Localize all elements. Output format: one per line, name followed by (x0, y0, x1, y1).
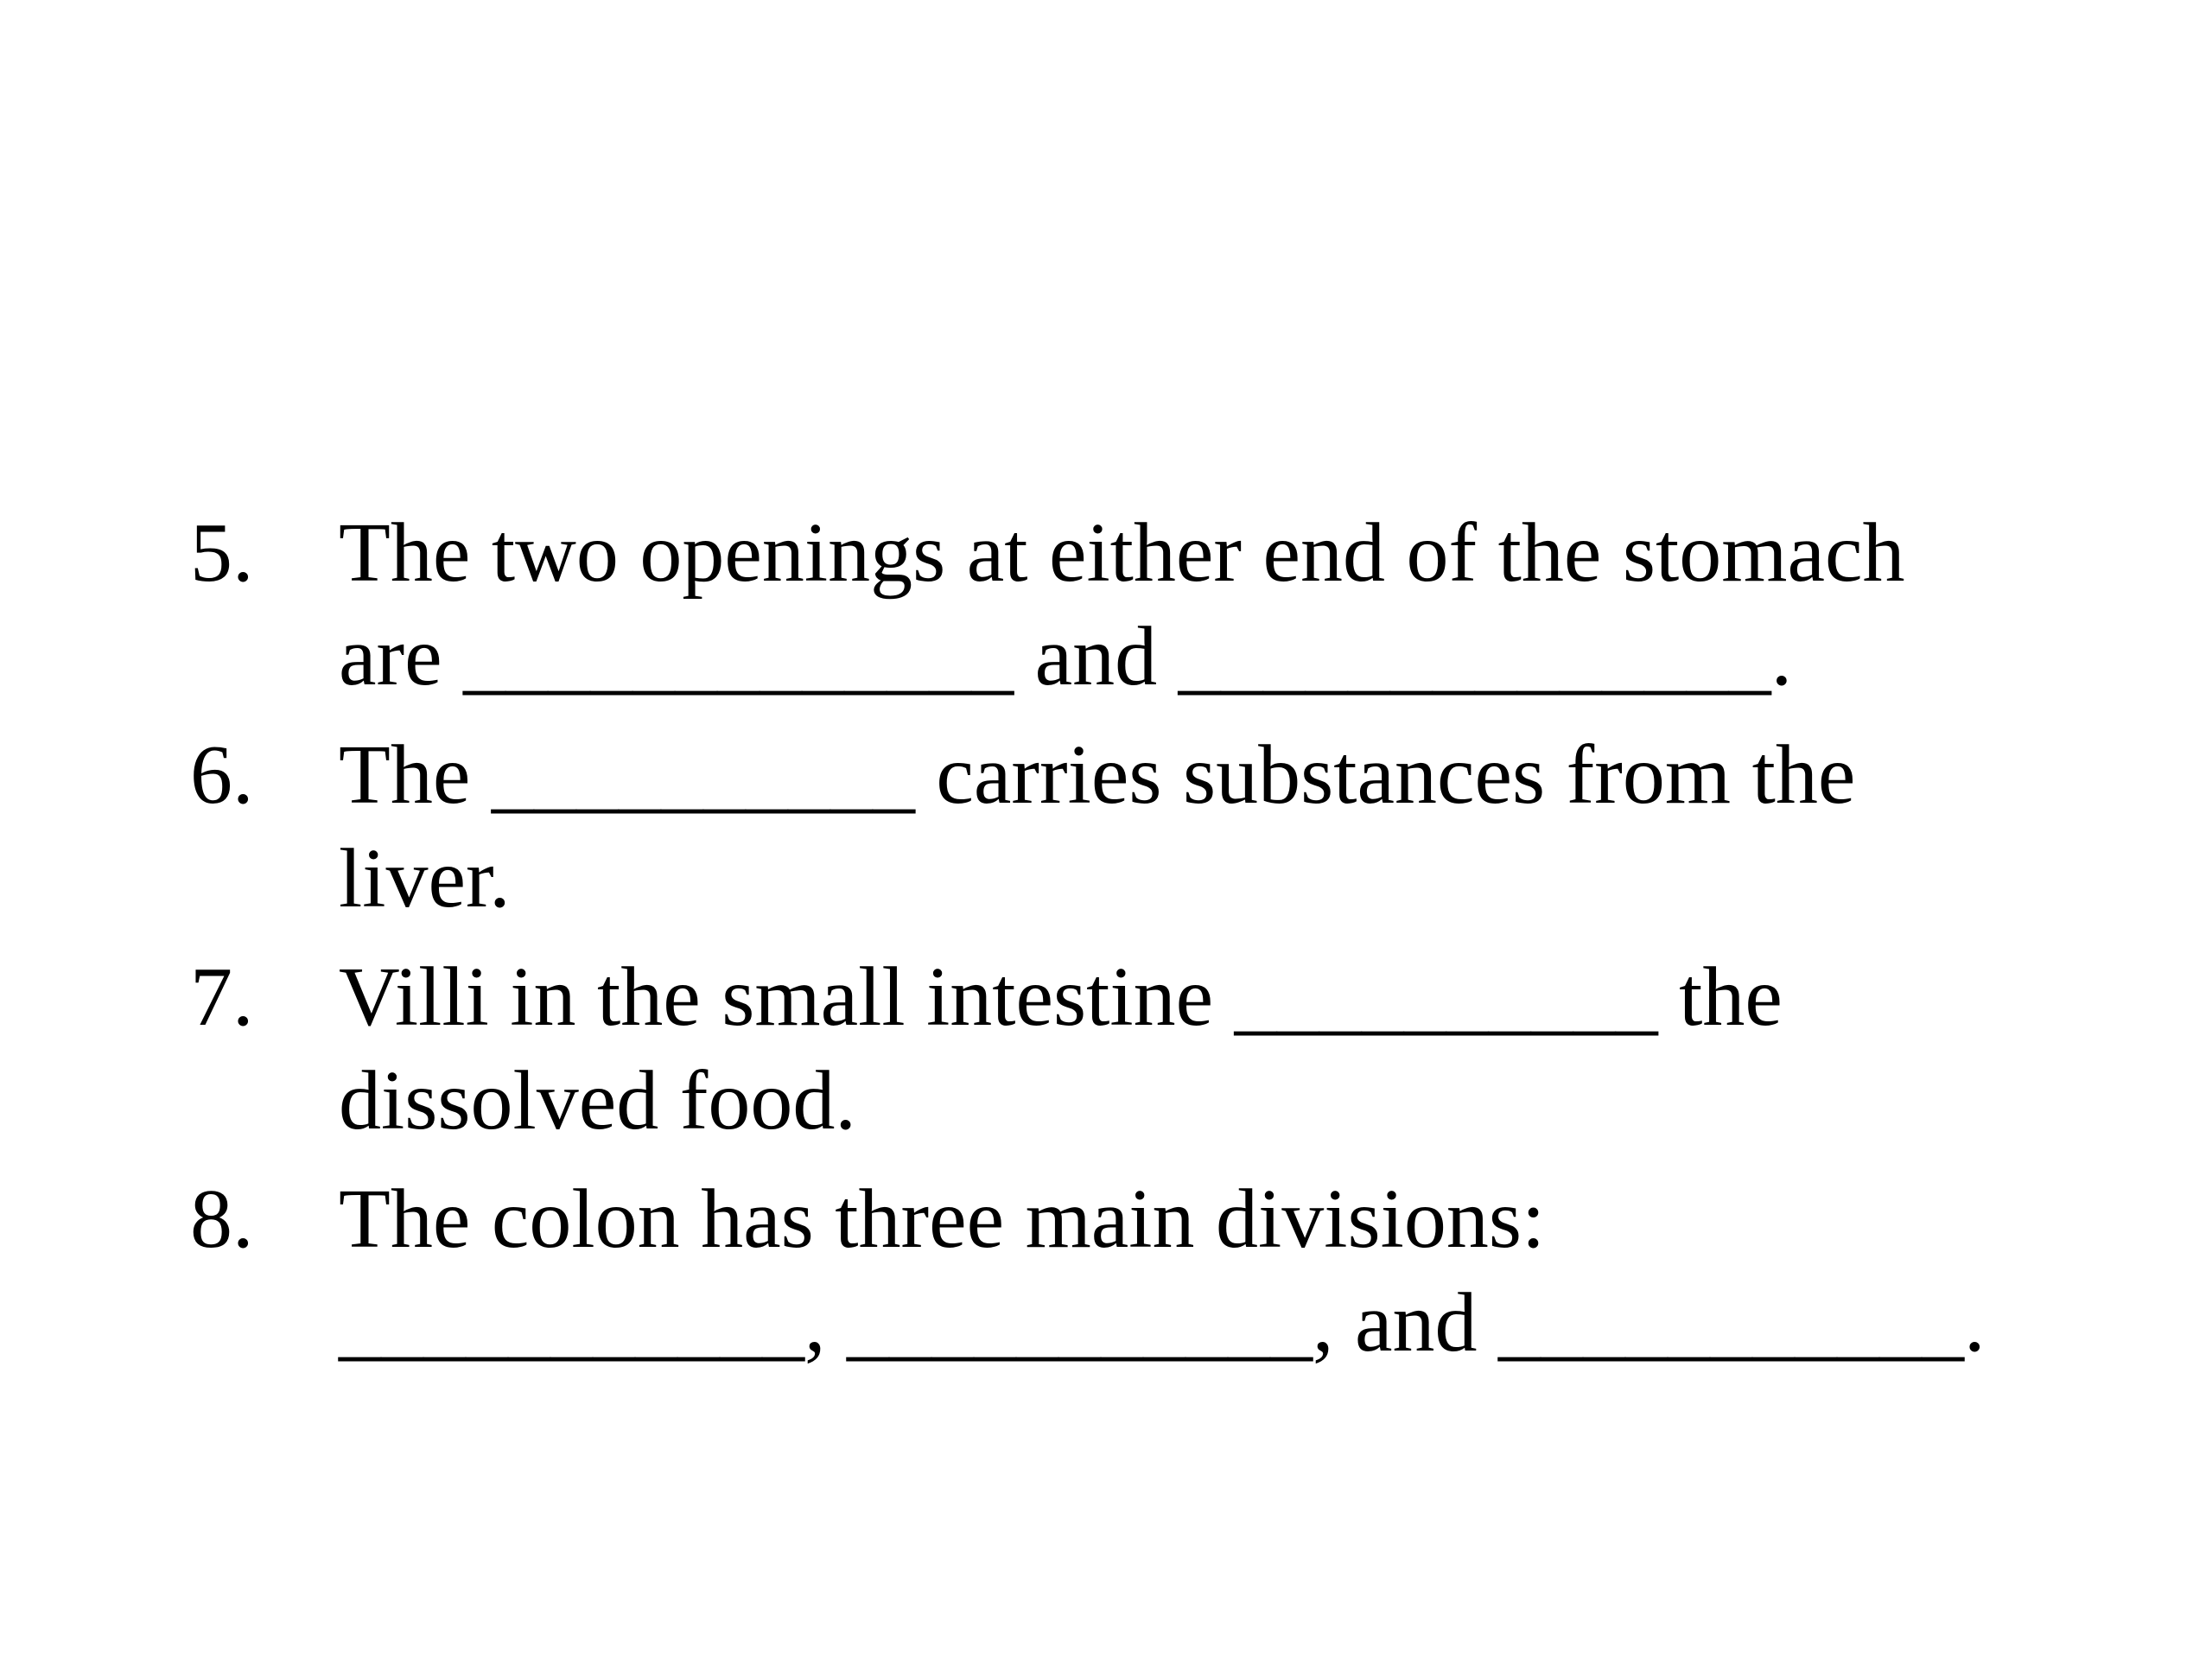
question-line: The two openings at either end of the stomach (339, 506, 1905, 600)
question-line: are _____________ and ______________. (339, 610, 1793, 703)
question-list (190, 501, 2022, 1389)
question-text (339, 1167, 2022, 1375)
question-text (339, 945, 2022, 1153)
question-text (339, 723, 2022, 931)
question-line: Villi in the small intestine __________ the (339, 950, 1783, 1044)
question-5 (190, 501, 2022, 709)
question-text (339, 501, 2022, 709)
question-line: dissolved food. (339, 1054, 856, 1147)
question-line: ___________, ___________, and ___________. (339, 1276, 1986, 1370)
question-7 (190, 945, 2022, 1153)
question-number: 8. (190, 1173, 254, 1266)
question-8 (190, 1167, 2022, 1375)
question-line: liver. (339, 832, 511, 925)
question-number: 7. (190, 950, 254, 1044)
question-line: The __________ carries substances from the (339, 728, 1856, 822)
question-number: 5. (190, 506, 254, 600)
question-6 (190, 723, 2022, 931)
question-number: 6. (190, 728, 254, 822)
question-line: The colon has three main divisions: (339, 1173, 1546, 1266)
